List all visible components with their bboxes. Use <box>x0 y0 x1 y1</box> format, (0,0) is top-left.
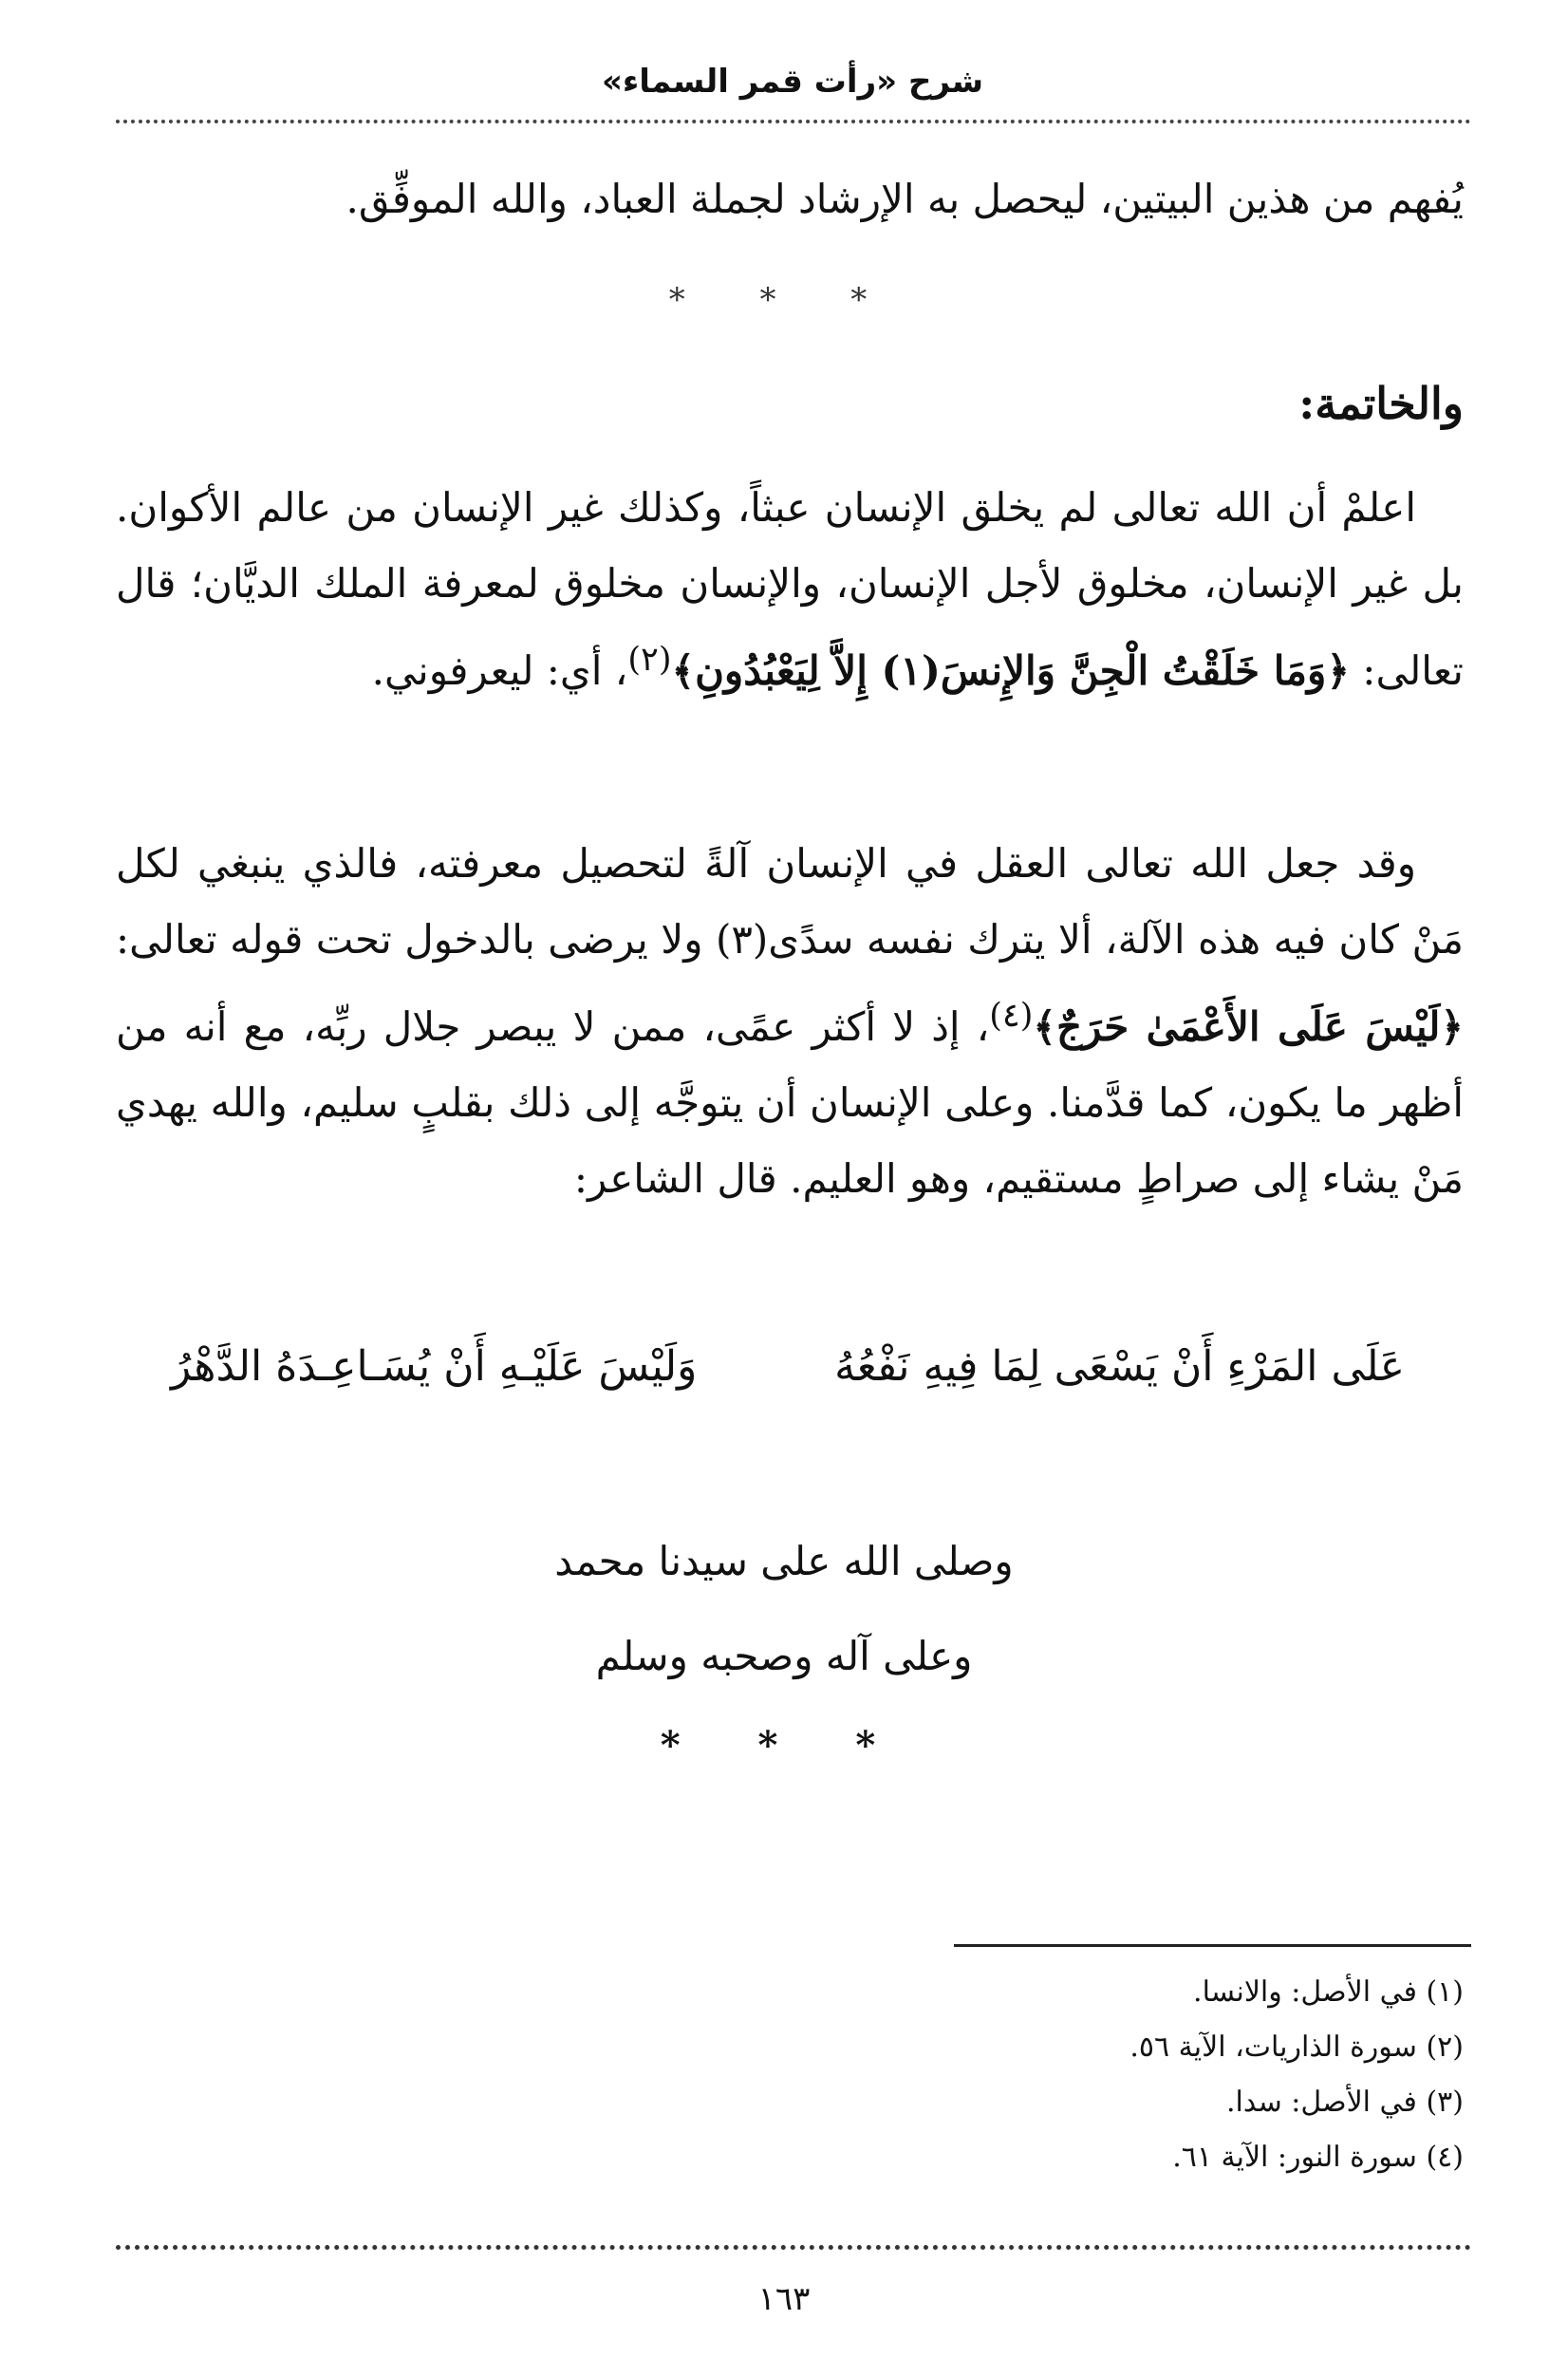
paragraph1-text-a: اعلمْ أن الله تعالى لم يخلق الإنسان عبثاً، وكذلك غير الإنسان من عالم الأكوان. بل غير الإنسان، مخلوق لأجل الإنسان، والإنسان مخلوق لمعرفة الملك الديَّان؛ قال تعالى: <box>116 484 1464 694</box>
closing-prayer-line-2: وعلى آله وصحبه وسلم <box>595 1633 973 1679</box>
continuation-paragraph: يُفهم من هذين البيتين، ليحصل به الإرشاد لجملة العباد، والله الموفِّق. <box>345 176 1464 222</box>
poetry-verse <box>171 1329 1405 1405</box>
running-head: شرح «رأت قمر السماء» <box>601 63 984 101</box>
closing-prayer-line-1: وصلى الله على سيدنا محمد <box>554 1538 1014 1584</box>
paragraph1-text-b: ، أي: ليعرفوني. <box>371 647 628 694</box>
paragraph2-text-a: وقد جعل الله تعالى العقل في الإنسان آلةً لتحصيل معرفته، فالذي ينبغي لكل مَنْ كان فيه هذه الآلة، ألا يترك نفسه سدًى(٣) ولا يرضى بالدخول تحت قوله تعالى: <box>116 840 1464 963</box>
footnote-divider <box>954 1944 1471 1947</box>
page-number: ١٦٣ <box>757 2280 811 2318</box>
paragraph-intellect <box>116 826 1464 1217</box>
footnote-1: (١) في الأصل: والانسا. <box>1193 1975 1464 2009</box>
footer-divider <box>116 2245 1471 2250</box>
verse-second-hemistich: وَلَيْسَ عَلَيْـهِ أَنْ يُسَـاعِـدَهُ الدَّهْرُ <box>171 1342 698 1391</box>
footnote-2: (٢) سورة الذاريات، الآية ٥٦. <box>1129 2030 1464 2064</box>
paragraph2-text-b: ، إذ لا أكثر عمًى، ممن لا يبصر جلال ربِّه، مع أنه من أظهر ما يكون، كما قدَّمنا. وعلى الإنسان أن يتوجَّه إلى ذلك بقلبٍ سليم، والله يهدي مَنْ يشاء إلى صراطٍ مستقيم، وهو العليم. قال الشاعر: <box>116 1003 1464 1202</box>
section-heading-conclusion: والخاتمة: <box>1298 378 1464 429</box>
end-separator-stars: * * * <box>660 1723 908 1768</box>
footnote-4: (٤) سورة النور: الآية ٦١. <box>1172 2141 1464 2174</box>
footnote-ref-2: (٢) <box>627 641 672 679</box>
footnote-ref-4: (٤) <box>989 997 1034 1035</box>
footnotes <box>609 1965 1464 2185</box>
section-separator-stars: * * * <box>668 281 900 319</box>
paragraph-creation-purpose <box>116 470 1464 709</box>
footnote-3: (٣) في الأصل: سدا. <box>1225 2086 1464 2119</box>
quran-quote-dhariyat: ﴿وَمَا خَلَقْتُ الْجِنَّ وَالإِنسَ(١) إِلاَّ لِيَعْبُدُونِ﴾ <box>671 647 1350 694</box>
header-divider <box>116 120 1471 123</box>
verse-first-hemistich: عَلَى المَرْءِ أَنْ يَسْعَى لِمَا فِيهِ نَفْعُهُ <box>834 1342 1405 1391</box>
quran-quote-nur: ﴿لَيْسَ عَلَى الأَعْمَىٰ حَرَجٌ﴾ <box>1033 1003 1464 1050</box>
